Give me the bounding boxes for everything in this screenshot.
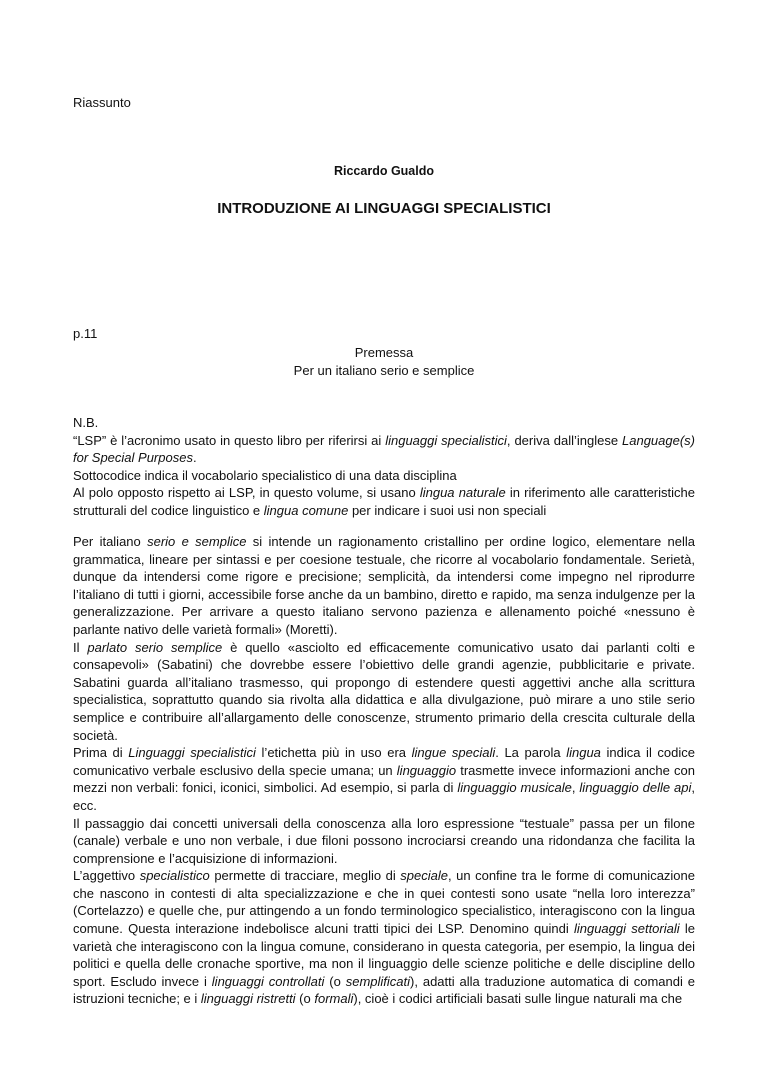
section-heading: Premessa [354,345,414,360]
paragraph: Per italiano serio e semplice si intende un ragionamento cristallino per ordine logico, elementare nella grammatica, lineare per sintassi e per coesione testuale, che ricorre al vocabolario fondamentale. Serietà, dunque da intendersi come rigore e precisione; semplicità, da intendersi come impegno nel riprodurre l’italiano di tutti i giorni, accessibile forse anche da un bambino, diretto e rapido, ma senza indulgenze per la generalizzazione. Per arrivare a questo italiano servono pazienza e allenamento poiché «nessuno è parlante nativo delle varietà formali» (Moretti). [73,534,695,637]
paragraph: L’aggettivo specialistico permette di tracciare, meglio di speciale, un confine tra le forme di comunicazione che nascono in contesti di alta specializzazione e che in quei contesti sono usate “nella loro interezza” (Cortelazzo) e quelle che, pur attingendo a un fondo terminologico specialistico, interagiscono con la lingua comune. Questa interazione indebolisce alcuni tratti tipici dei LSP. Denomino quindi linguaggi settoriali le varietà che interagiscono con la lingua comune, considerano in questa categoria, per esempio, la lingua dei politici e quella delle cronache sportive, ma non il linguaggio delle scienze politiche e delle discipline dello sport. Escludo invece i linguaggi controllati (o semplificati), adatti alla traduzione automatica di comandi e istruzioni tecniche; e i linguaggi ristretti (o formali), cioè i codici artificiali basati sulle lingue naturali ma che [73,868,696,1007]
note-line-lsp: “LSP” è l’acronimo usato in questo libro per riferirsi ai linguaggi specialistici, deriva dall’inglese Language(s) for Special Purposes. [73,432,695,466]
document-label: Riassunto [73,95,131,110]
note-line-polo: Al polo opposto rispetto ai LSP, in questo volume, si usano lingua naturale in riferimento alle caratteristiche strutturali del codice linguistico e lingua comune per indicare i suoi usi non speciali [73,485,695,518]
document-title: INTRODUZIONE AI LINGUAGGI SPECIALISTICI [217,200,551,217]
body-text [73,533,695,1008]
paragraph: Il passaggio dai concetti universali della conoscenza alla loro espressione “testuale” passa per un filone (canale) verbale e uno non verbale, i due filoni possono incrociarsi creando una ridondanza che facilita la comprensione e l’acquisizione di informazioni. [73,815,695,866]
paragraph: Prima di Linguaggi specialistici l’etichetta più in uso era lingue speciali. La parola lingua indica il codice comunicativo verbale esclusivo della specie umana; un linguaggio trasmette invece informazioni anche con mezzi non verbali: fonici, iconici, simbolici. Ad esempio, si parla di linguaggio musicale, linguaggio delle api, ecc. [73,745,696,813]
note-label: N.B. [73,415,99,430]
note-block [73,414,695,520]
author-name: Riccardo Gualdo [333,164,435,178]
page-reference: p.11 [73,326,98,341]
note-line-sottocodice: Sottocodice indica il vocabolario specialistico di una data disciplina [73,467,457,483]
paragraph: Il parlato serio semplice è quello «asciolto ed efficacemente comunicativo usato dai parlanti colti e consapevoli» (Sabatini) che dovrebbe essere l’obiettivo delle grandi agenzie, pubblicitarie e private. Sabatini guarda all’italiano trasmesso, qui propongo di estendere questi aggettivi anche alla scrittura specialistica, soprattutto quando sia rivolta alla didattica e alla divulgazione, può mirare a uno stile serio semplice e contribuire all’allargamento delle conoscenze, strumento primario della crescita culturale della società. [73,639,695,743]
section-subheading: Per un italiano serio e semplice [293,363,475,378]
